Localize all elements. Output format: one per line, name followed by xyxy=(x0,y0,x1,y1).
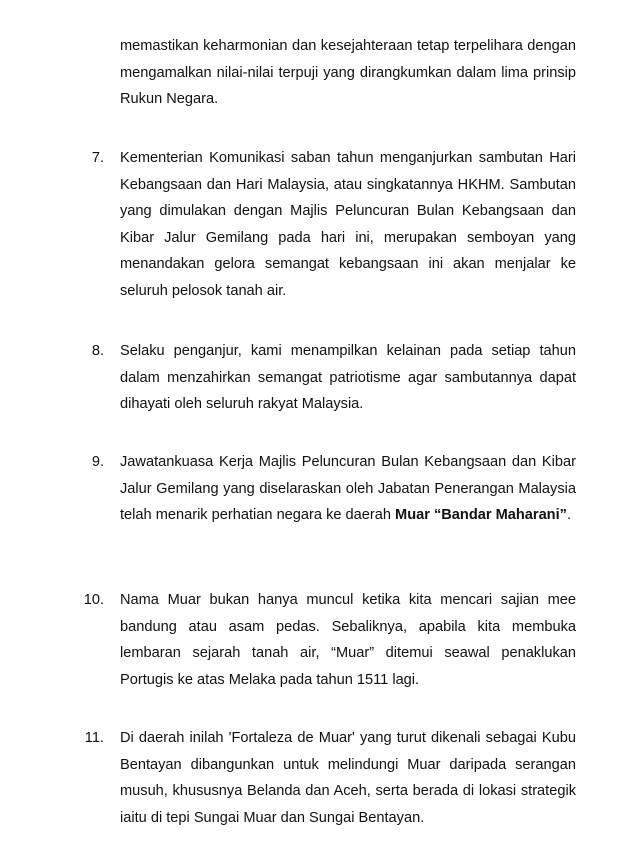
paragraph-number: 9. xyxy=(91,454,104,470)
paragraph-text: Di daerah inilah 'Fortaleza de Muar' yang turut dikenali sebagai Kubu Bentayan dibangunkan untuk melindungi Muar daripada serangan musuh, khususnya Belanda dan Aceh, serta berada di lokasi strategik iaitu di tepi Sungai Muar dan Sungai Bentayan. xyxy=(120,730,576,826)
paragraph-text-tail: . xyxy=(566,507,572,524)
paragraph-number: 7. xyxy=(91,150,104,166)
paragraph-number: 11. xyxy=(84,730,104,746)
paragraph-text: memastikan keharmonian dan kesejahteraan tetap terpelihara dengan mengamalkan nilai-nilai terpuji yang dirangkumkan dalam lima prinsip Rukun Negara. xyxy=(120,38,576,108)
paragraph-text xyxy=(120,449,576,529)
paragraph-number: 10. xyxy=(83,592,104,608)
paragraph-text: Kementerian Komunikasi saban tahun menganjurkan sambutan Hari Kebangsaan dan Hari Malaysia, atau singkatannya HKHM. Sambutan yang dimulakan dengan Majlis Peluncuran Bulan Kebangsaan dan Kibar Jalur Gemilang pada hari ini, merupakan semboyan yang menandakan gelora semangat kebangsaan ini akan menjalar ke seluruh pelosok tanah air. xyxy=(120,150,576,299)
paragraph-text: Nama Muar bukan hanya muncul ketika kita mencari sajian mee bandung atau asam pedas. Sebaliknya, apabila kita membuka lembaran sejarah tanah air, “Muar” ditemui seawal penaklukan Portugis ke atas Melaka pada tahun 1511 lagi. xyxy=(120,592,576,688)
paragraph-number: 8. xyxy=(91,343,104,359)
bold-place-name: Muar “Bandar Maharani” xyxy=(395,507,567,524)
paragraph-text-body: Jawatankuasa Kerja Majlis Peluncuran Bulan Kebangsaan dan Kibar Jalur Gemilang yang diselaraskan oleh Jabatan Penerangan Malaysia telah menarik perhatian negara ke daerah xyxy=(120,454,576,524)
paragraph-text: Selaku penganjur, kami menampilkan kelainan pada setiap tahun dalam menzahirkan semangat patriotisme agar sambutannya dapat dihayati oleh seluruh rakyat Malaysia. xyxy=(120,343,576,413)
